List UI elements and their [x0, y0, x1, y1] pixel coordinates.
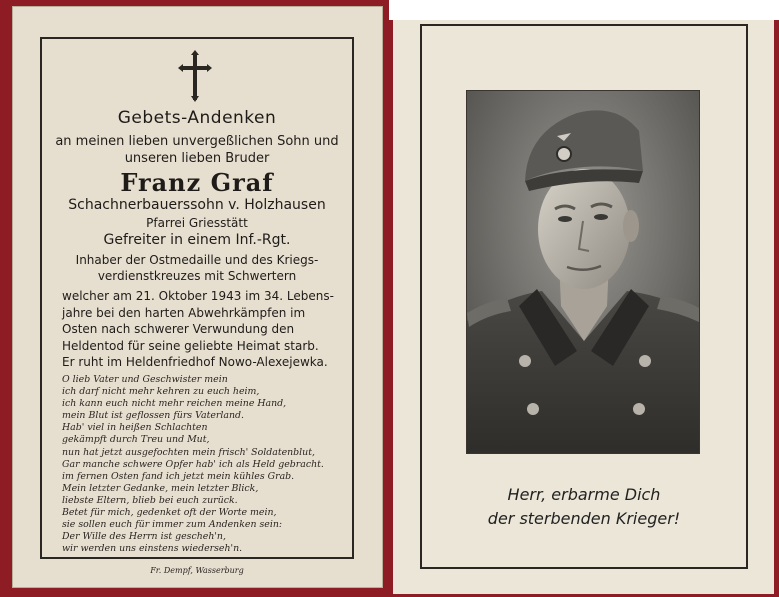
- occupation: Schachnerbauerssohn v. Holzhausen: [68, 197, 326, 213]
- top-white-strip: [389, 0, 779, 20]
- parish: Pfarrei Griesstätt: [146, 216, 248, 230]
- awards-line: Inhaber der Ostmedaille und des Kriegs-: [75, 253, 319, 267]
- poem-line: ich darf nicht mehr kehren zu euch heim,: [62, 386, 260, 398]
- poem-line: liebste Eltern, blieb bei euch zurück.: [62, 494, 238, 506]
- poem-line: nun hat jetzt ausgefochten mein frisch' Soldatenblut,: [62, 446, 315, 458]
- poem-line: Betet für mich, gedenket oft der Worte mein,: [62, 507, 277, 519]
- death-line: jahre bei den harten Abwehrkämpfen im: [62, 305, 306, 320]
- poem-line: sie sollen euch für immer zum Andenken sein:: [62, 519, 283, 531]
- poem-line: ich kann euch nicht mehr reichen meine Hand,: [62, 398, 287, 410]
- death-notice: [62, 288, 334, 371]
- deceased-name: Franz Graf: [120, 168, 274, 197]
- awards: [44, 252, 350, 284]
- prayer-line: der sterbenden Krieger!: [487, 509, 681, 528]
- death-line: Osten nach schwerer Verwundung den: [62, 322, 295, 336]
- poem: [62, 374, 342, 555]
- death-line: welcher am 21. Oktober 1943 im 34. Lebens-: [62, 289, 334, 303]
- cross-icon: [178, 50, 212, 102]
- military-rank: Gefreiter in einem Inf.-Rgt.: [103, 232, 291, 248]
- prayer-text: [420, 483, 748, 531]
- printer-credit: Fr. Dempf, Wasserburg: [150, 566, 244, 575]
- poem-line: im fernen Osten fand ich jetzt mein kühles Grab.: [62, 470, 295, 482]
- prayer-line: Herr, erbarme Dich: [507, 485, 661, 504]
- poem-line: mein Blut ist geflossen fürs Vaterland.: [62, 410, 245, 422]
- death-line: Er ruht im Heldenfriedhof Nowo-Alexejewka.: [62, 355, 328, 369]
- intro-line: unseren lieben Bruder: [124, 151, 270, 166]
- intro-text: [44, 133, 350, 167]
- poem-line: wir werden uns einstens wiederseh'n.: [62, 543, 243, 555]
- card-title: Gebets-Andenken: [117, 108, 277, 128]
- soldier-portrait-photo: [466, 90, 700, 454]
- portrait-illustration: [467, 91, 700, 454]
- intro-line: an meinen lieben unvergeßlichen Sohn und: [55, 134, 339, 149]
- poem-line: gekämpft durch Treu und Mut,: [62, 434, 210, 446]
- poem-line: O lieb Vater und Geschwister mein: [62, 374, 228, 385]
- poem-line: Gar manche schwere Opfer hab' ich als Held gebracht.: [62, 458, 324, 470]
- poem-line: Der Wille des Herrn ist gescheh'n,: [62, 531, 226, 543]
- poem-line: Hab' viel in heißen Schlachten: [62, 422, 208, 434]
- awards-line: verdienstkreuzes mit Schwertern: [97, 269, 297, 283]
- death-line: Heldentod für seine geliebte Heimat starb.: [62, 338, 319, 353]
- poem-line: Mein letzter Gedanke, mein letzter Blick,: [62, 482, 259, 494]
